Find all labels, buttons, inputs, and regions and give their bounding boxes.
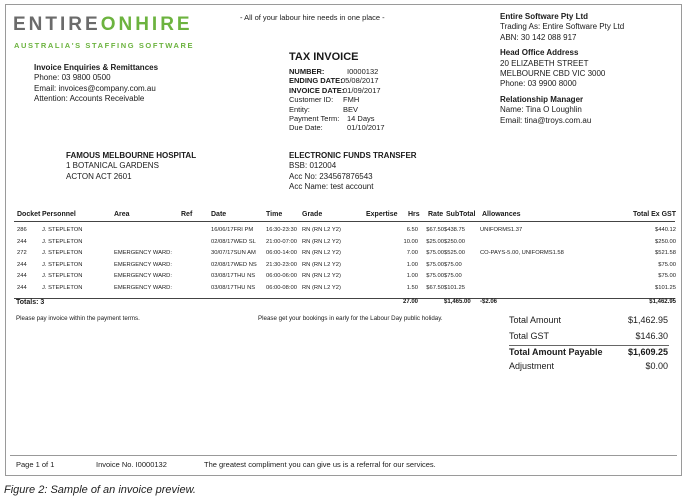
eft-block <box>289 151 417 193</box>
eft-acc-name: Acc Name: test account <box>289 182 374 192</box>
invoice-details <box>289 67 385 133</box>
entity-label: Entity: <box>289 104 310 114</box>
total-amount: $1,462.95 <box>627 315 668 325</box>
invoice-number: I0000132 <box>347 67 379 76</box>
cell-subtotal: $250.00 <box>444 238 465 245</box>
cell-docket: 286 <box>17 227 27 233</box>
tagline: - All of your labour hire needs in one place - <box>240 13 385 22</box>
cell-subtotal: $101.25 <box>444 285 465 291</box>
cell-hrs: 1.50 <box>406 285 418 291</box>
payable: $1,609.25 <box>627 347 668 357</box>
figure-caption: Figure 2: Sample of an invoice preview. <box>4 484 196 496</box>
company-block <box>500 12 624 126</box>
cell-grade: RN (RN L2 Y2) <box>302 250 341 257</box>
totals-label: Totals: 3 <box>16 299 45 306</box>
footer-invoice-no: Invoice No. I0000132 <box>96 460 167 469</box>
cell-rate: $67.50 <box>426 227 444 233</box>
cell-docket: 244 <box>17 273 27 280</box>
due-date-label: Due Date: <box>289 123 323 133</box>
footer-page: Page 1 of 1 <box>16 460 55 469</box>
payment-note: Please pay invoice within the payment terms. <box>16 315 140 322</box>
head-office-address1: 20 ELIZABETH STREET <box>500 58 589 68</box>
enquiries-attention: Attention: Accounts Receivable <box>34 94 145 104</box>
cell-docket: 244 <box>17 261 27 268</box>
logo-text-entire: ENTIRE <box>13 14 101 35</box>
cell-total: $101.25 <box>655 285 676 291</box>
eft-title: ELECTRONIC FUNDS TRANSFER <box>289 151 417 160</box>
col-time: Time <box>266 211 283 218</box>
enquiries-title: Invoice Enquiries & Remittances <box>34 63 159 72</box>
customer-block <box>66 151 196 182</box>
col-personnel: Personnel <box>42 211 76 218</box>
cell-time: 06:00-06:00 <box>266 273 297 280</box>
footer-message: The greatest compliment you can give us is a referral for our services. <box>204 460 436 469</box>
customer-id-label: Customer ID: <box>289 95 334 105</box>
cell-allowances: UNIFORMS1.37 <box>480 227 523 233</box>
logo-text-onhire: ONHIRE <box>100 14 193 35</box>
cell-grade: RN (RN L2 Y2) <box>302 227 341 233</box>
company-name: Entire Software Pty Ltd <box>500 12 589 21</box>
cell-hrs: 10.00 <box>403 238 418 245</box>
company-trading: Trading As: Entire Software Pty Ltd <box>500 22 625 32</box>
totals-subtotal: $1,465.00 <box>444 299 471 305</box>
brand-subtitle: AUSTRALIA'S STAFFING SOFTWARE <box>14 41 195 50</box>
customer-address2: ACTON ACT 2601 <box>66 171 132 181</box>
col-date: Date <box>211 211 227 218</box>
invoice-title: TAX INVOICE <box>289 51 359 63</box>
col-ref: Ref <box>181 211 193 218</box>
cell-hrs: 1.00 <box>406 273 418 280</box>
cell-personnel: J. STEPLETON <box>42 238 83 245</box>
cell-total: $75.00 <box>658 261 676 268</box>
cell-time: 21:30-23:00 <box>266 261 297 268</box>
totals-total: $1,462.95 <box>649 299 676 305</box>
cell-date: 02/08/17WED SL <box>211 238 256 245</box>
cell-personnel: J. STEPLETON <box>42 261 83 268</box>
cell-personnel: J. STEPLETON <box>42 227 83 233</box>
due-date: 01/10/2017 <box>347 123 385 133</box>
cell-hrs: 7.00 <box>406 250 418 257</box>
payable-label: Total Amount Payable <box>509 347 603 357</box>
col-expertise: Expertise <box>366 211 398 218</box>
totals-allowances: -$2.06 <box>480 299 498 305</box>
ending-date: 05/08/2017 <box>341 76 379 86</box>
totals-rule <box>14 298 675 299</box>
col-area: Area <box>114 211 130 218</box>
col-hrs: Hrs <box>408 211 420 218</box>
cell-total: $75.00 <box>658 273 676 280</box>
totals-hrs: 27.00 <box>402 299 418 305</box>
adjustment: $0.00 <box>645 361 668 371</box>
eft-acc-no: Acc No: 234567876543 <box>289 171 373 181</box>
cell-rate: $75.00 <box>426 250 444 257</box>
bookings-note: Please get your bookings in early for the Labour Day public holiday. <box>258 315 443 322</box>
payment-term-label: Payment Term: <box>289 114 340 124</box>
customer-address1: 1 BOTANICAL GARDENS <box>66 161 159 171</box>
summary-rule <box>509 345 669 346</box>
cell-date: 03/08/17THU NS <box>211 285 256 291</box>
manager-name: Name: Tina O Loughlin <box>500 105 582 115</box>
cell-area: EMERGENCY WARD: <box>114 250 172 257</box>
footer-rule <box>10 455 677 456</box>
cell-rate: $67.50 <box>426 285 444 291</box>
entity: BEV <box>343 104 359 114</box>
cell-grade: RN (RN L2 Y2) <box>302 273 341 280</box>
cell-total: $440.12 <box>655 227 676 233</box>
enquiries-phone: Phone: 03 9800 0500 <box>34 73 111 83</box>
cell-time: 21:00-07:00 <box>266 238 297 245</box>
payment-term: 14 Days <box>347 114 375 124</box>
invoice-date: 01/09/2017 <box>343 85 381 95</box>
cell-personnel: J. STEPLETON <box>42 250 83 257</box>
cell-personnel: J. STEPLETON <box>42 285 83 291</box>
total-gst-label: Total GST <box>509 331 550 341</box>
invoice-date-label: INVOICE DATE: <box>289 85 345 95</box>
col-rate: Rate <box>428 211 444 218</box>
cell-date: 30/07/17SUN AM <box>211 250 256 257</box>
cell-area: EMERGENCY WARD: <box>114 285 172 291</box>
cell-area: EMERGENCY WARD: <box>114 273 172 280</box>
table-header-rule <box>14 221 675 222</box>
adjustment-label: Adjustment <box>509 361 555 371</box>
cell-subtotal: $75.00 <box>444 273 462 280</box>
col-subtotal: SubTotal <box>446 211 476 218</box>
company-abn: ABN: 30 142 088 917 <box>500 32 577 42</box>
total-gst: $146.30 <box>635 331 668 341</box>
col-total-ex-gst: Total Ex GST <box>632 211 676 218</box>
enquiries-block <box>34 63 158 105</box>
cell-rate: $25.00 <box>426 238 444 245</box>
head-office-address2: MELBOURNE CBD VIC 3000 <box>500 69 606 79</box>
cell-docket: 272 <box>17 250 27 257</box>
cell-subtotal: $438.75 <box>444 227 465 233</box>
cell-area: EMERGENCY WARD: <box>114 261 172 268</box>
eft-bsb: BSB: 012004 <box>289 161 337 171</box>
invoice-page <box>5 4 682 476</box>
cell-grade: RN (RN L2 Y2) <box>302 261 341 268</box>
cell-hrs: 1.00 <box>406 261 418 268</box>
col-allowances: Allowances <box>482 211 521 218</box>
ending-date-label: ENDING DATE: <box>289 76 343 86</box>
manager-email: Email: tina@troys.com.au <box>500 115 592 125</box>
total-amount-label: Total Amount <box>509 315 562 325</box>
cell-date: 16/06/17FRI PM <box>211 227 254 233</box>
head-office-title: Head Office Address <box>500 48 579 58</box>
cell-docket: 244 <box>17 285 27 291</box>
cell-personnel: J. STEPLETON <box>42 273 83 280</box>
cell-subtotal: $525.00 <box>444 250 465 257</box>
cell-time: 06:00-08:00 <box>266 285 297 291</box>
cell-total: $250.00 <box>655 238 676 245</box>
cell-rate: $75.00 <box>426 273 444 280</box>
cell-grade: RN (RN L2 Y2) <box>302 238 341 245</box>
cell-date: 03/08/17THU NS <box>211 273 256 280</box>
manager-title: Relationship Manager <box>500 94 584 104</box>
cell-date: 02/08/17WED NS <box>211 261 257 268</box>
invoice-number-label: NUMBER: <box>289 67 325 76</box>
customer-name: FAMOUS MELBOURNE HOSPITAL <box>66 151 197 160</box>
cell-total: $521.58 <box>655 250 676 257</box>
cell-hrs: 6.50 <box>406 227 418 233</box>
col-grade: Grade <box>302 211 323 218</box>
cell-docket: 244 <box>17 238 27 245</box>
brand-logo <box>13 14 193 36</box>
cell-allowances: CO-PAYS-5.00, UNIFORMS1.58 <box>480 250 564 257</box>
cell-subtotal: $75.00 <box>444 261 462 268</box>
col-docket: Docket <box>17 211 41 218</box>
cell-time: 06:00-14:00 <box>266 250 297 257</box>
cell-grade: RN (RN L2 Y2) <box>302 285 341 291</box>
cell-rate: $75.00 <box>426 261 444 268</box>
cell-time: 16:30-23:30 <box>266 227 297 233</box>
customer-id: FMH <box>343 95 360 105</box>
head-office-phone: Phone: 03 9900 8000 <box>500 79 577 89</box>
enquiries-email: Email: invoices@company.com.au <box>34 83 156 93</box>
